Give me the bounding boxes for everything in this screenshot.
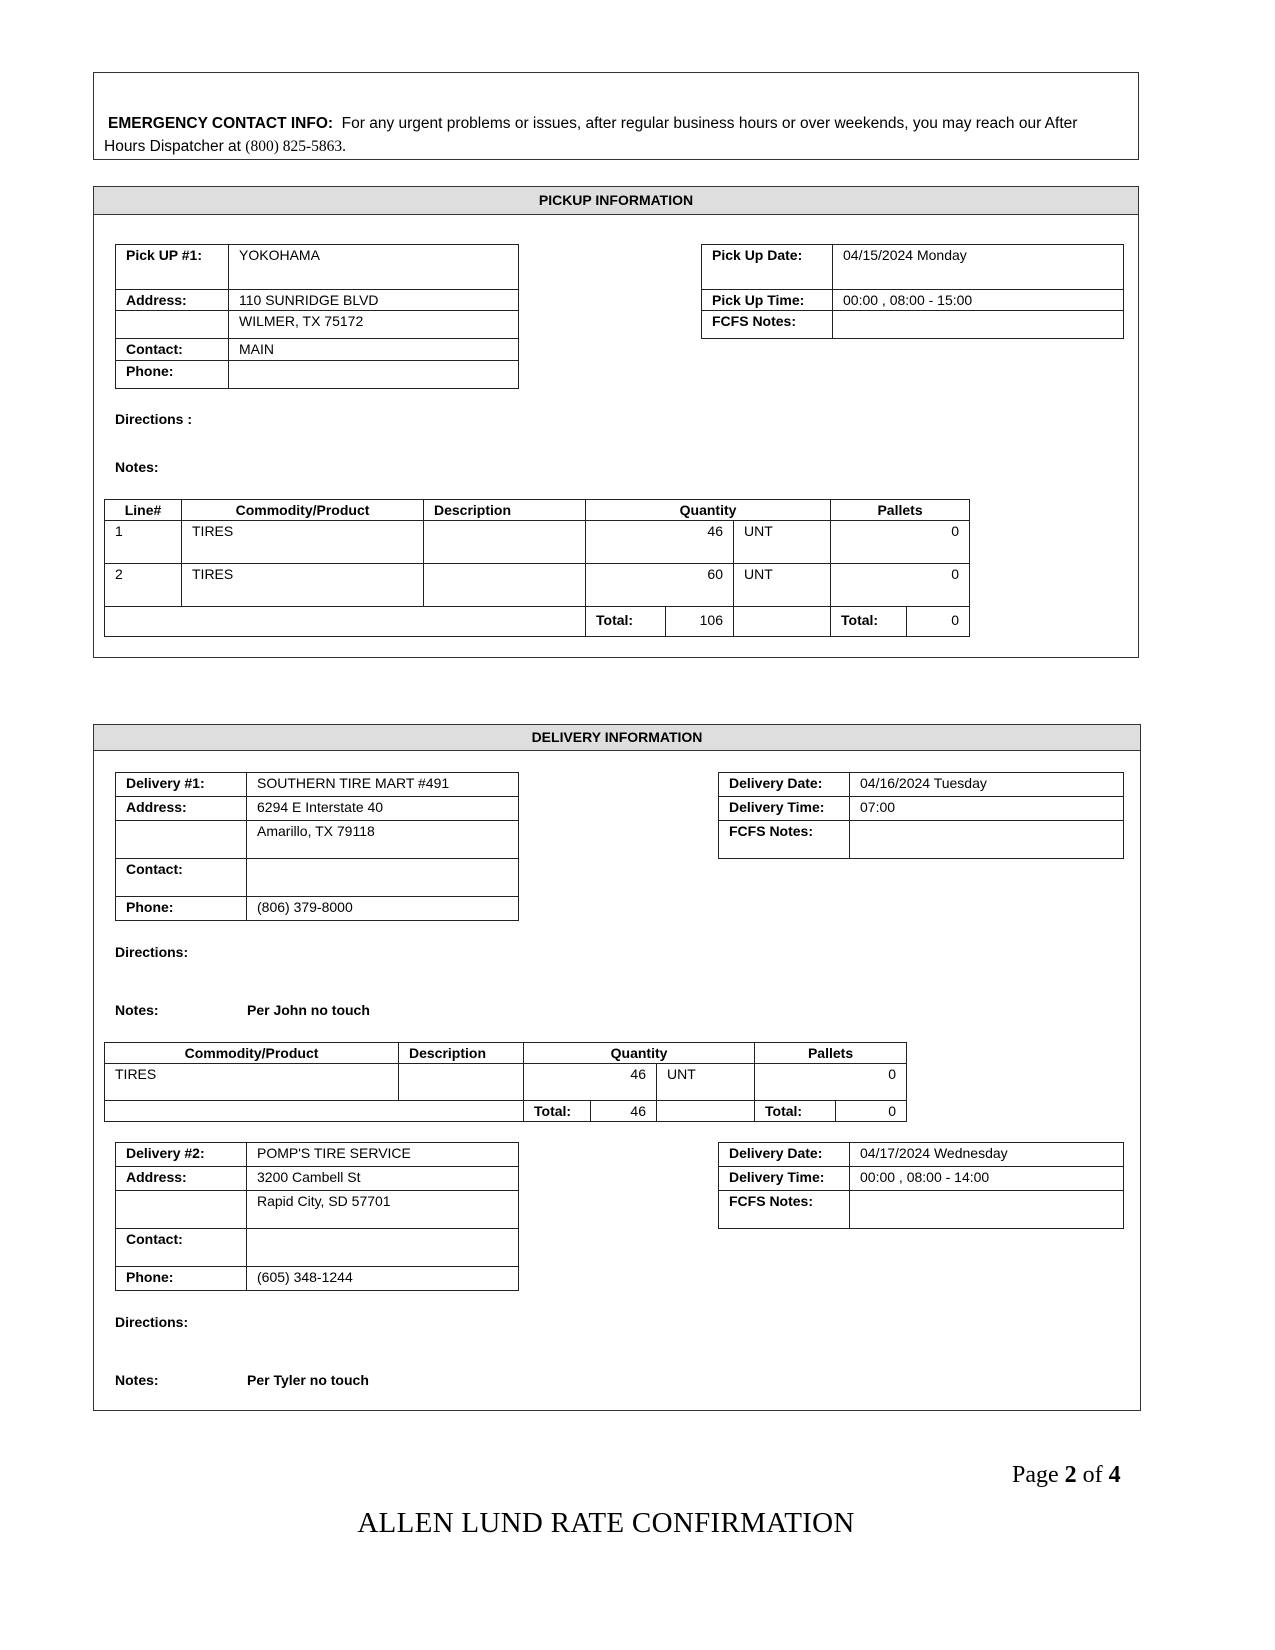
total-pallets-label: Total: bbox=[755, 1101, 836, 1122]
row-line: 2 bbox=[105, 564, 182, 607]
delivery-1-commodity-table bbox=[104, 1042, 907, 1122]
pickup-contact-label: Contact: bbox=[116, 339, 229, 361]
pickup-address-label: Address: bbox=[116, 290, 229, 311]
pickup-date-label: Pick Up Date: bbox=[702, 245, 833, 290]
delivery-1-stop-table bbox=[115, 772, 519, 921]
delivery-1-address-line2: Amarillo, TX 79118 bbox=[247, 821, 519, 859]
delivery-2-contact-label: Contact: bbox=[116, 1229, 247, 1267]
delivery-2-stop-label: Delivery #2: bbox=[116, 1143, 247, 1167]
delivery-2-address-line2: Rapid City, SD 57701 bbox=[247, 1191, 519, 1229]
row-unit: UNT bbox=[657, 1064, 755, 1101]
total-row bbox=[105, 1101, 907, 1122]
pickup-stop-table bbox=[115, 244, 519, 389]
delivery-1-notes-label: Notes: bbox=[115, 1002, 159, 1018]
delivery-1-date-value: 04/16/2024 Tuesday bbox=[850, 773, 1124, 797]
delivery-1-contact-label: Contact: bbox=[116, 859, 247, 897]
pickup-date-table bbox=[701, 244, 1124, 339]
delivery-section bbox=[93, 724, 1141, 1411]
pickup-phone-value bbox=[229, 361, 519, 389]
col-header-commodity: Commodity/Product bbox=[105, 1043, 399, 1064]
total-qty-label: Total: bbox=[586, 607, 666, 637]
row-description bbox=[424, 564, 586, 607]
col-header-quantity: Quantity bbox=[586, 500, 831, 521]
delivery-2-stop-table bbox=[115, 1142, 519, 1291]
page-prefix: Page bbox=[1012, 1462, 1065, 1488]
row-unit: UNT bbox=[734, 521, 831, 564]
delivery-2-date-table bbox=[718, 1142, 1124, 1229]
col-header-commodity: Commodity/Product bbox=[182, 500, 424, 521]
row-qty: 46 bbox=[586, 521, 734, 564]
delivery-1-fcfs-value bbox=[850, 821, 1124, 859]
emergency-label: EMERGENCY CONTACT INFO: bbox=[108, 115, 334, 132]
emergency-line-2 bbox=[104, 138, 346, 156]
delivery-1-stop-value: SOUTHERN TIRE MART #491 bbox=[247, 773, 519, 797]
delivery-1-address-label: Address: bbox=[116, 797, 247, 821]
pickup-stop-label: Pick UP #1: bbox=[116, 245, 229, 290]
pickup-commodity-table bbox=[104, 499, 970, 637]
row-description bbox=[399, 1064, 524, 1101]
row-pallets: 0 bbox=[831, 564, 970, 607]
delivery-1-time-label: Delivery Time: bbox=[719, 797, 850, 821]
total-row bbox=[105, 607, 970, 637]
delivery-2-notes-label: Notes: bbox=[115, 1372, 159, 1388]
delivery-1-date-label: Delivery Date: bbox=[719, 773, 850, 797]
col-header-description: Description bbox=[399, 1043, 524, 1064]
total-blank bbox=[105, 1101, 524, 1122]
pickup-address-line2: WILMER, TX 75172 bbox=[229, 311, 519, 339]
delivery-1-phone-label: Phone: bbox=[116, 897, 247, 921]
total-pallets-label: Total: bbox=[831, 607, 907, 637]
pickup-fcfs-label: FCFS Notes: bbox=[702, 311, 833, 339]
delivery-1-directions-label: Directions: bbox=[115, 944, 189, 960]
delivery-2-phone-label: Phone: bbox=[116, 1267, 247, 1291]
table-row bbox=[105, 1064, 907, 1101]
delivery-1-stop-label: Delivery #1: bbox=[116, 773, 247, 797]
emergency-text: For any urgent problems or issues, after regular business hours or over weekends, you may reach our After bbox=[341, 115, 1078, 132]
delivery-header: DELIVERY INFORMATION bbox=[94, 725, 1140, 751]
emergency-line-1 bbox=[108, 115, 1077, 133]
delivery-2-address-blank bbox=[116, 1191, 247, 1229]
col-header-quantity: Quantity bbox=[524, 1043, 755, 1064]
emergency-phone: (800) 825-5863. bbox=[245, 138, 347, 155]
table-row bbox=[105, 521, 970, 564]
delivery-2-fcfs-label: FCFS Notes: bbox=[719, 1191, 850, 1229]
delivery-1-fcfs-label: FCFS Notes: bbox=[719, 821, 850, 859]
delivery-2-notes-value: Per Tyler no touch bbox=[247, 1372, 369, 1388]
row-commodity: TIRES bbox=[182, 521, 424, 564]
delivery-2-directions-label: Directions: bbox=[115, 1314, 189, 1330]
total-blank bbox=[105, 607, 586, 637]
delivery-2-time-value: 00:00 , 08:00 - 14:00 bbox=[850, 1167, 1124, 1191]
delivery-2-fcfs-value bbox=[850, 1191, 1124, 1229]
col-header-pallets: Pallets bbox=[755, 1043, 907, 1064]
delivery-1-date-table bbox=[718, 772, 1124, 859]
pickup-time-label: Pick Up Time: bbox=[702, 290, 833, 311]
row-description bbox=[424, 521, 586, 564]
total-unit-blank bbox=[734, 607, 831, 637]
page-current: 2 bbox=[1064, 1462, 1077, 1488]
pickup-address-blank bbox=[116, 311, 229, 339]
delivery-1-phone-value: (806) 379-8000 bbox=[247, 897, 519, 921]
pickup-address-line1: 110 SUNRIDGE BLVD bbox=[229, 290, 519, 311]
col-header-description: Description bbox=[424, 500, 586, 521]
page-total: 4 bbox=[1108, 1462, 1121, 1488]
col-header-pallets: Pallets bbox=[831, 500, 970, 521]
pickup-directions-label: Directions : bbox=[115, 411, 193, 427]
row-line: 1 bbox=[105, 521, 182, 564]
total-pallets-value: 0 bbox=[907, 607, 970, 637]
row-pallets: 0 bbox=[755, 1064, 907, 1101]
delivery-1-contact-value bbox=[247, 859, 519, 897]
pickup-contact-value: MAIN bbox=[229, 339, 519, 361]
delivery-2-time-label: Delivery Time: bbox=[719, 1167, 850, 1191]
delivery-2-date-value: 04/17/2024 Wednesday bbox=[850, 1143, 1124, 1167]
pickup-stop-value: YOKOHAMA bbox=[229, 245, 519, 290]
delivery-1-address-line1: 6294 E Interstate 40 bbox=[247, 797, 519, 821]
page-of: of bbox=[1076, 1462, 1109, 1488]
pickup-time-value: 00:00 , 08:00 - 15:00 bbox=[833, 290, 1124, 311]
pickup-section bbox=[93, 186, 1139, 658]
row-commodity: TIRES bbox=[182, 564, 424, 607]
row-qty: 60 bbox=[586, 564, 734, 607]
delivery-2-stop-value: POMP'S TIRE SERVICE bbox=[247, 1143, 519, 1167]
pickup-fcfs-value bbox=[833, 311, 1124, 339]
total-pallets-value: 0 bbox=[836, 1101, 907, 1122]
total-qty-value: 106 bbox=[666, 607, 734, 637]
document-title: ALLEN LUND RATE CONFIRMATION bbox=[357, 1507, 855, 1539]
row-unit: UNT bbox=[734, 564, 831, 607]
total-qty-label: Total: bbox=[524, 1101, 591, 1122]
delivery-1-notes-value: Per John no touch bbox=[247, 1002, 370, 1018]
row-pallets: 0 bbox=[831, 521, 970, 564]
emergency-text-2: Hours Dispatcher at bbox=[104, 138, 246, 155]
delivery-2-address-label: Address: bbox=[116, 1167, 247, 1191]
pickup-header: PICKUP INFORMATION bbox=[94, 187, 1138, 215]
emergency-contact-box bbox=[93, 72, 1139, 160]
pickup-phone-label: Phone: bbox=[116, 361, 229, 389]
row-qty: 46 bbox=[524, 1064, 657, 1101]
page-number bbox=[1012, 1462, 1121, 1489]
delivery-2-date-label: Delivery Date: bbox=[719, 1143, 850, 1167]
total-unit-blank bbox=[657, 1101, 755, 1122]
delivery-2-phone-value: (605) 348-1244 bbox=[247, 1267, 519, 1291]
delivery-2-address-line1: 3200 Cambell St bbox=[247, 1167, 519, 1191]
delivery-2-contact-value bbox=[247, 1229, 519, 1267]
pickup-notes-label: Notes: bbox=[115, 459, 159, 475]
row-commodity: TIRES bbox=[105, 1064, 399, 1101]
col-header-line: Line# bbox=[105, 500, 182, 521]
pickup-date-value: 04/15/2024 Monday bbox=[833, 245, 1124, 290]
total-qty-value: 46 bbox=[591, 1101, 657, 1122]
delivery-1-time-value: 07:00 bbox=[850, 797, 1124, 821]
delivery-1-address-blank bbox=[116, 821, 247, 859]
table-row bbox=[105, 564, 970, 607]
